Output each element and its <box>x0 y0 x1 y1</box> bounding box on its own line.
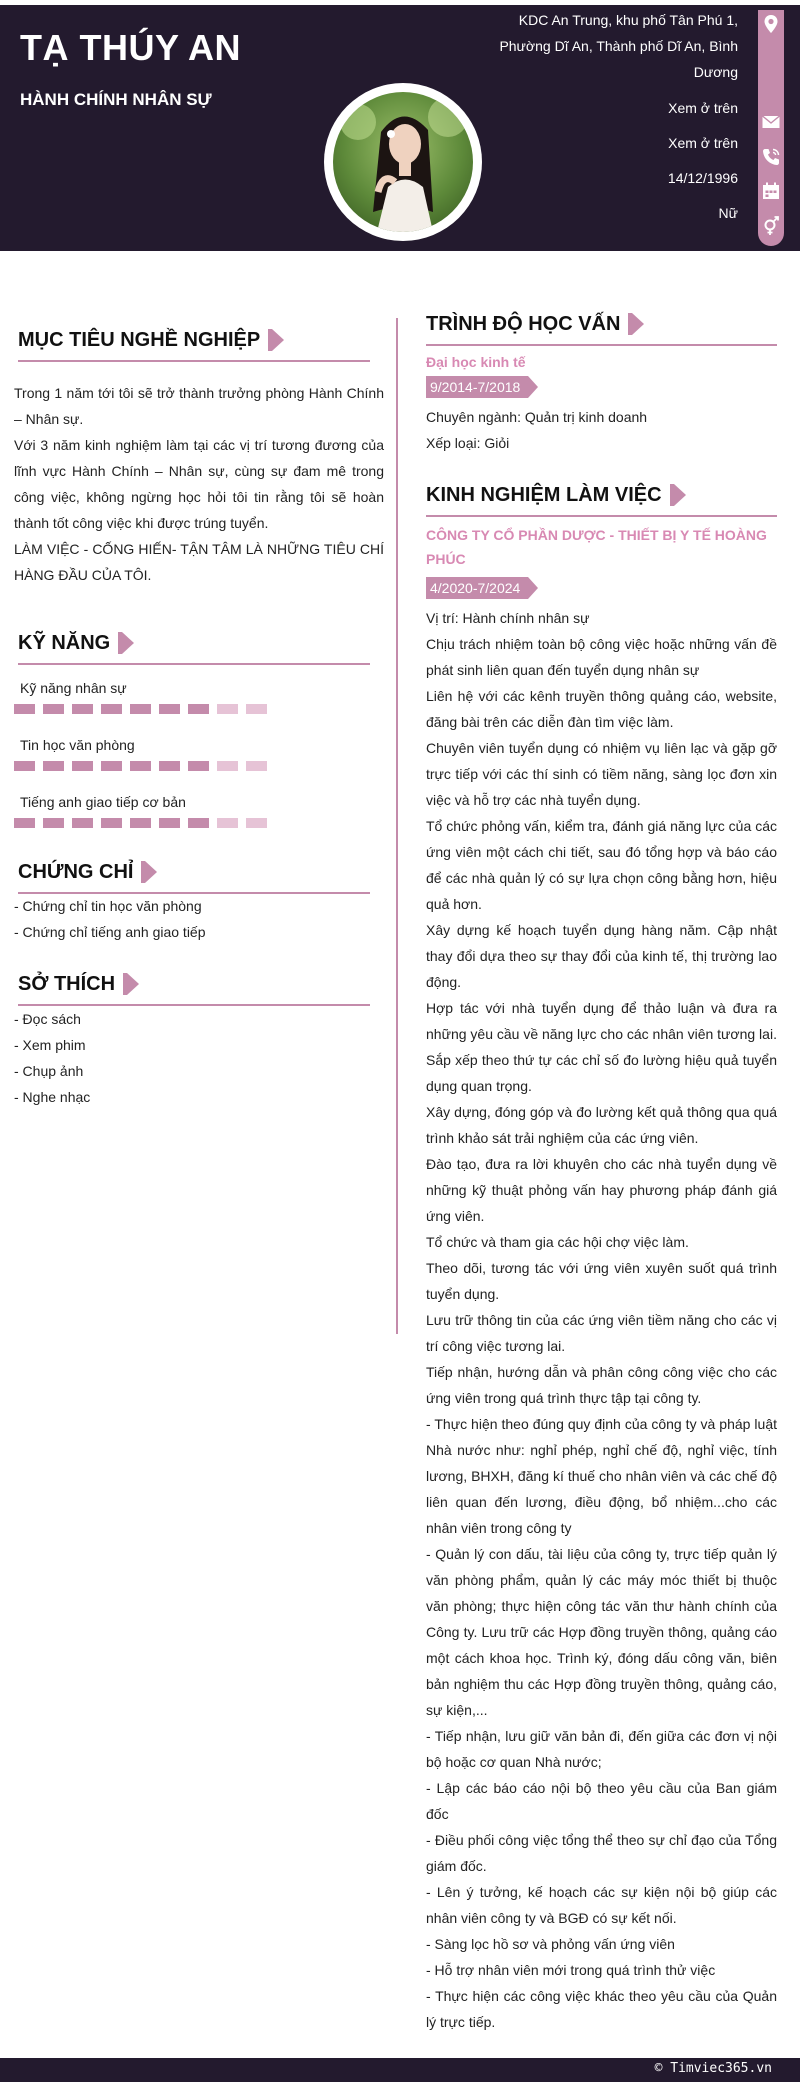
experience-date-badge: 4/2020-7/2024 <box>426 577 528 599</box>
skills-section <box>18 629 370 665</box>
experience-line: Xây dựng kế hoạch tuyển dụng hàng năm. Cập nhật thay đổi dựa theo sự thay đổi của kinh tế, thị trường lao động. <box>426 922 777 990</box>
skill-level-segment <box>101 704 122 714</box>
contact-email: Xem ở trên <box>668 100 738 116</box>
candidate-position: HÀNH CHÍNH NHÂN SỰ <box>20 90 212 109</box>
skill-level-segment <box>246 761 267 771</box>
skill-level-segment <box>72 818 93 828</box>
skill-level-segment <box>188 761 209 771</box>
experience-line: Vị trí: Hành chính nhân sự <box>426 610 590 626</box>
experience-line: Sắp xếp theo thứ tự các chỉ số đo lường hiệu quả tuyển dụng quan trọng. <box>426 1052 777 1094</box>
contact-gender: Nữ <box>718 205 738 221</box>
skill-level-segment <box>217 818 238 828</box>
experience-line: Tổ chức và tham gia các hội chợ việc làm. <box>426 1234 689 1250</box>
skill-level-segment <box>130 761 151 771</box>
skill-level-segment <box>43 761 64 771</box>
education-date-badge: 9/2014-7/2018 <box>426 376 528 398</box>
experience-title: KINH NGHIỆM LÀM VIỆC <box>426 483 662 506</box>
education-major: Chuyên ngành: Quản trị kinh doanh <box>426 409 648 425</box>
hobbies-title: SỞ THÍCH <box>18 972 116 995</box>
skill-level-segment <box>217 704 238 714</box>
contact-icon-bar <box>758 10 784 246</box>
list-item: - Đọc sách <box>14 1011 81 1027</box>
section-underline <box>426 344 777 346</box>
skill-item <box>14 794 384 828</box>
certificates-list <box>14 893 384 945</box>
section-underline <box>18 663 370 665</box>
experience-line: - Thực hiện các công việc khác theo yêu cầu của Quản lý trực tiếp. <box>426 1988 777 2030</box>
location-icon <box>761 14 781 34</box>
objective-title: MỤC TIÊU NGHỀ NGHIỆP <box>18 328 261 351</box>
list-item: - Chụp ảnh <box>14 1063 84 1079</box>
skill-level-segment <box>217 761 238 771</box>
experience-line: - Lập các báo cáo nội bộ theo yêu cầu của Ban giám đốc <box>426 1780 777 1822</box>
list-item: - Chứng chỉ tiếng anh giao tiếp <box>14 924 206 940</box>
experience-line: Chuyên viên tuyển dụng có nhiệm vụ liên lạc và gặp gỡ trực tiếp với các thí sinh có tiềm năng, sàng lọc đơn xin việc và hỗ trợ các nhà tuyển dụng. <box>426 740 777 808</box>
objective-body <box>14 380 384 588</box>
list-item: - Xem phim <box>14 1037 86 1053</box>
skill-level-segment <box>101 818 122 828</box>
experience-line: - Thực hiện theo đúng quy định của công ty và pháp luật Nhà nước như: nghỉ phép, nghỉ chế độ, nghỉ việc, tính lương, BHXH, đăng kí thuế cho nhân viên và các chế độ liên quan đến lương, điều động, bổ nhiệm...cho các nhân viên trong công ty <box>426 1416 777 1536</box>
experience-line: Liên hệ với các kênh truyền thông quảng cáo, website, đăng bài trên các diễn đàn tìm việc làm. <box>426 688 777 730</box>
objective-paragraph: Trong 1 năm tới tôi sẽ trở thành trưởng phòng Hành Chính – Nhân sự. <box>14 385 384 427</box>
experience-line: Chịu trách nhiệm toàn bộ công việc hoặc những vấn đề phát sinh liên quan đến tuyển dụng nhân sự <box>426 636 777 678</box>
skill-level-segment <box>43 704 64 714</box>
contact-phone: Xem ở trên <box>668 135 738 151</box>
experience-line: Theo dõi, tương tác với ứng viên xuyên suốt quá trình tuyển dụng. <box>426 1260 777 1302</box>
experience-line: Lưu trữ thông tin của các ứng viên tiềm năng cho các vị trí công việc tương lai. <box>426 1312 777 1354</box>
experience-line: - Lên ý tưởng, kế hoạch các sự kiện nội bộ giúp các nhân viên công ty và BGĐ có sự kết nối. <box>426 1884 777 1926</box>
certificates-title: CHỨNG CHỈ <box>18 860 134 883</box>
experience-line: - Hỗ trợ nhân viên mới trong quá trình thử việc <box>426 1962 716 1978</box>
page-footer <box>0 2058 800 2082</box>
contact-address: KDC An Trung, khu phố Tân Phú 1, Phường Dĩ An, Thành phố Dĩ An, Bình Dương <box>499 12 738 80</box>
skill-level-segment <box>130 818 151 828</box>
company-name: CÔNG TY CỔ PHẦN DƯỢC - THIẾT BỊ Y TẾ HOÀNG PHÚC <box>426 527 767 567</box>
objective-paragraph: Với 3 năm kinh nghiệm làm tại các vị trí tương đương của lĩnh vực Hành Chính – Nhân sự, cùng sự đam mê trong công việc, không ngừng học hỏi tôi tin rằng tôi sẽ hoàn thành tốt công việc khi được trúng tuyển. <box>14 437 384 531</box>
experience-line: - Điều phối công việc tổng thể theo sự chỉ đạo của Tổng giám đốc. <box>426 1832 777 1874</box>
section-header <box>426 310 777 338</box>
skill-name: Tiếng anh giao tiếp cơ bản <box>20 794 186 810</box>
skill-level-segment <box>188 818 209 828</box>
hobbies-list <box>14 1006 384 1110</box>
skill-level-segment <box>246 818 267 828</box>
avatar-frame <box>324 83 482 241</box>
skill-level-segment <box>130 704 151 714</box>
avatar-photo <box>333 92 473 232</box>
skill-level-segment <box>159 761 180 771</box>
section-underline <box>18 360 370 362</box>
skill-level-segment <box>43 818 64 828</box>
candidate-name: TẠ THÚY AN <box>20 27 241 68</box>
skill-name: Tin học văn phòng <box>20 737 135 753</box>
experience-line: Tiếp nhận, hướng dẫn và phân công công việc cho các ứng viên trong quá trình thực tập tại công ty. <box>426 1364 777 1406</box>
skill-level-bar <box>14 761 384 771</box>
skill-level-bar <box>14 704 384 714</box>
skill-item <box>14 680 384 737</box>
experience-line: Đào tạo, đưa ra lời khuyên cho các nhà tuyển dụng về những kỹ thuật phỏng vấn hay phương pháp đánh giá ứng viên. <box>426 1156 777 1224</box>
skills-title: KỸ NĂNG <box>18 631 111 654</box>
certificates-section <box>18 858 370 894</box>
calendar-icon <box>761 181 781 201</box>
education-grade: Xếp loại: Giỏi <box>426 435 510 451</box>
list-item: - Chứng chỉ tin học văn phòng <box>14 898 202 914</box>
experience-line: Tổ chức phỏng vấn, kiểm tra, đánh giá năng lực của các ứng viên một cách chi tiết, sau đó tổng hợp và báo cáo để các nhà quản lý có sự lựa chọn công bằng hơn, hiệu quả hơn. <box>426 818 777 912</box>
school-name: Đại học kinh tế <box>426 354 526 370</box>
skill-level-segment <box>246 704 267 714</box>
skill-level-segment <box>72 761 93 771</box>
experience-details <box>426 605 777 2035</box>
phone-icon <box>761 147 781 167</box>
skill-name: Kỹ năng nhân sự <box>20 680 127 696</box>
skill-level-segment <box>159 818 180 828</box>
avatar <box>333 92 473 232</box>
section-underline <box>426 515 777 517</box>
contact-list <box>498 7 738 235</box>
gender-icon <box>761 216 781 236</box>
skill-level-segment <box>101 761 122 771</box>
contact-birthday: 14/12/1996 <box>667 170 738 186</box>
skills-list <box>14 680 384 828</box>
education-title: TRÌNH ĐỘ HỌC VẤN <box>426 312 621 335</box>
skill-level-segment <box>14 704 35 714</box>
skill-level-bar <box>14 818 384 828</box>
section-header <box>18 326 370 354</box>
section-header <box>18 629 370 657</box>
column-divider <box>396 318 398 1334</box>
skill-level-segment <box>188 704 209 714</box>
objective-paragraph: LÀM VIỆC - CỐNG HIẾN- TẬN TÂM LÀ NHỮNG TIÊU CHÍ HÀNG ĐẦU CỦA TÔI. <box>14 541 384 583</box>
footer-brand: © Timviec365.vn <box>654 2061 772 2076</box>
experience-line: Hợp tác với nhà tuyển dụng để thảo luận và đưa ra những yêu cầu về năng lực cho các nhân viên tương lai. <box>426 1000 777 1042</box>
section-header <box>18 970 370 998</box>
experience-line: - Sàng lọc hồ sơ và phỏng vấn ứng viên <box>426 1936 675 1952</box>
objective-section <box>18 326 370 362</box>
experience-section <box>426 481 777 2035</box>
skill-level-segment <box>14 818 35 828</box>
section-header <box>426 481 777 509</box>
cv-header <box>0 5 800 251</box>
skill-item <box>14 737 384 794</box>
skill-level-segment <box>159 704 180 714</box>
experience-line: - Quản lý con dấu, tài liệu của công ty, trực tiếp quản lý văn phòng phẩm, quản lý các máy móc thiết bị thuộc văn phòng; thực hiện công tác văn thư hành chính của Công ty. Lưu trữ các Hợp đồng truyền thông, quảng cáo một cách khoa học. Trình ký, đóng dấu công văn, biên bản nghiệm thu các Hợp đồng truyền thông, quảng cáo, sự kiện,... <box>426 1546 777 1718</box>
list-item: - Nghe nhạc <box>14 1089 91 1105</box>
hobbies-section <box>18 970 370 1006</box>
email-icon <box>761 112 781 132</box>
experience-line: - Tiếp nhận, lưu giữ văn bản đi, đến giữa các đơn vị nội bộ hoặc cơ quan Nhà nước; <box>426 1728 777 1770</box>
education-section <box>426 310 777 456</box>
skill-level-segment <box>72 704 93 714</box>
skill-level-segment <box>14 761 35 771</box>
section-header <box>18 858 370 886</box>
experience-line: Xây dựng, đóng góp và đo lường kết quả thông qua quá trình khảo sát trải nghiệm của các ứng viên. <box>426 1104 777 1146</box>
